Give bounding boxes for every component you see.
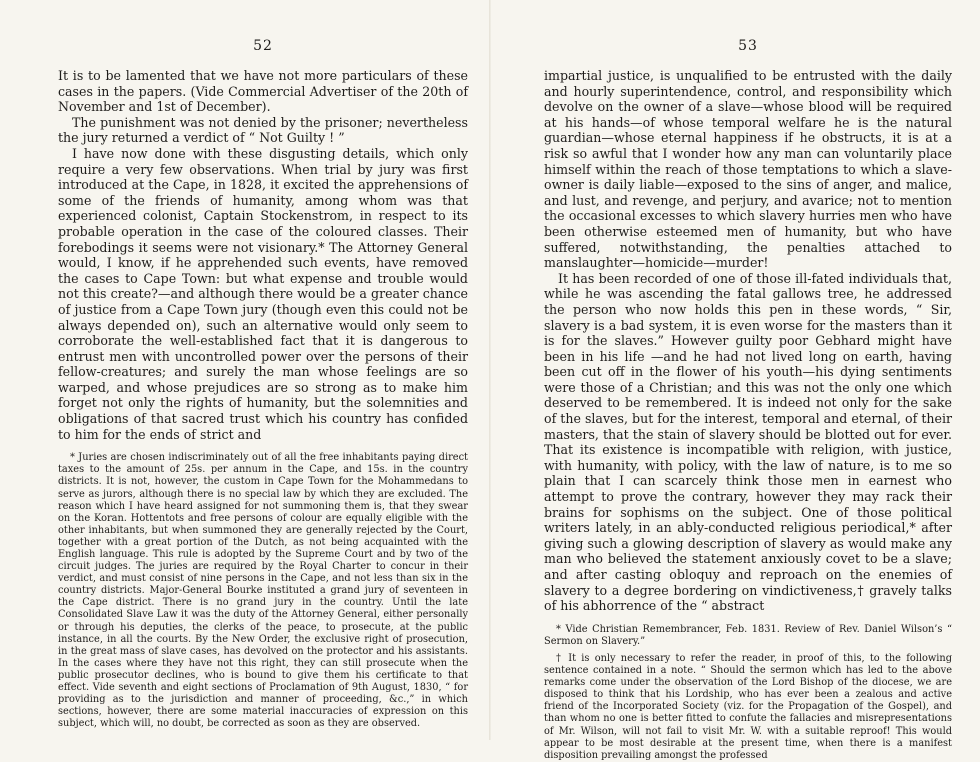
body-paragraph: It is to be lamented that we have not more particulars of these cases in the papers. (Vide Commercial Advertiser of the 20th of November and 1st of December). (58, 68, 468, 115)
right-page (490, 0, 980, 761)
body-paragraph: impartial justice, is unqualified to be entrusted with the daily and hourly superintendence, control, and responsibility which devolve on the owner of a slave—whose blood will be required at his hands—of whose temporal welfare he is the natural guardian—whose eternal happiness if he obstructs, it is at a risk so awful that I wonder how any man can voluntarily place himself within the reach of those temptations to which a slave-owner is daily liable—exposed to the sins of anger, and malice, and lust, and revenge, and perjury, and avarice; not to mention the occasional excesses to which slavery hurries men who have been otherwise esteemed men of humanity, but who have suffered, notwithstanding, the penalties attached to manslaughter—homicide—murder! (544, 68, 952, 271)
left-page (0, 0, 490, 740)
footnote: † It is only necessary to refer the reader, in proof of this, to the following sentence contained in a note. “ Should the sermon which has led to the above remarks come under the observation of the Lord Bishop of the diocese, we are disposed to think that his Lordship, who has ever been a zealous and active friend of the Incorporated Society (viz. for the Propagation of the Gospel), and than whom no one is better fitted to confute the fallacies and misrepresentations of Mr. Wilson, will not fail to visit Mr. W. with a suitable reproof! This would appear to be most desirable at the present time, when there is a manifest disposition prevailing amongst the professed (544, 652, 952, 761)
footnote: * Vide Christian Remembrancer, Feb. 1831. Review of Rev. Daniel Wilson’s “ Sermon on Slavery.” (544, 623, 952, 647)
footnotes (58, 452, 468, 730)
page-number: 52 (253, 38, 273, 54)
page-number: 53 (738, 38, 758, 54)
footnote: * Juries are chosen indiscriminately out of all the free inhabitants paying direct taxes to the amount of 25s. per annum in the Cape, and 15s. in the country districts. It is not, however, the custom in Cape Town for the Mohammedans to serve as jurors, although there is no special law by which they are excluded. The reason which I have heard assigned for not summoning them is, that they swear on the Koran. Hottentots and free persons of colour are equally eligible with the other inhabitants, but when summoned they are generally rejected by the Court, together with a great portion of the Dutch, as not being acquainted with the English language. This rule is adopted by the Supreme Court and by two of the circuit judges. The juries are required by the Royal Charter to concur in their verdict, and must consist of nine persons in the Cape, and not less than six in the country districts. Major-General Bourke instituted a grand jury of seventeen in the Cape district. There is no grand jury in the country. Until the late Consolidated Slave Law it was the duty of the Attorney General, either personally or through his deputies, the clerks of the peace, to prosecute, at the public instance, in all the courts. By the New Order, the exclusive right of prosecution, in the great mass of slave cases, has devolved on the protector and his assistants. In the cases where they have not this right, they can still prosecute when the public prosecutor declines, who is bound to give them his certificate to that effect. Vide seventh and eight sections of Proclamation of 9th August, 1830, “ for providing as to the jurisdiction and manner of proceeding, &c.,” in which sections, however, there are some material inaccuracies of expression on this subject, which will, no doubt, be corrected as soon as they are observed. (58, 452, 468, 730)
body-paragraph: I have now done with these disgusting details, which only require a very few observations. When trial by jury was first introduced at the Cape, in 1828, it excited the apprehensions of some of the friends of humanity, among whom was that experienced colonist, Captain Stockenstrom, in respect to its probable operation in the case of the coloured classes. Their forebodings it seems were not visionary.* The Attorney General would, I know, if he apprehended such events, have removed the cases to Cape Town: but what expense and trouble would not this create?—and although there would be a greater chance of justice from a Cape Town jury (though even this could not be always depended on), such an alternative would only seem to corroborate the well-established fact that it is dangerous to entrust men with uncontrolled power over the persons of their fellow-creatures; and surely the man whose feelings are so warped, and whose prejudices are so strong as to make him forget not only the rights of humanity, but the solemnities and obligations of that sacred trust which his country has confided to him for the ends of strict and (58, 145, 468, 442)
footnotes (544, 624, 952, 762)
body-paragraph: The punishment was not denied by the prisoner; nevertheless the jury returned a verdict of “ Not Guilty ! ” (58, 114, 468, 146)
body-paragraph: It has been recorded of one of those ill-fated individuals that, while he was ascending the fatal gallows tree, he addressed the person who now holds this pen in these words, “ Sir, slavery is a bad system, it is even worse for the masters than it is for the slaves.” However guilty poor Gebhard might have been in his life —and he had not lived long on earth, having been cut off in the flower of his youth—his dying sentiments were those of a Christian; and this was not the only one which deserved to be remembered. It is indeed not only for the sake of the slaves, but for the interest, temporal and eternal, of their masters, that the stain of slavery should be blotted out for ever. That its existence is incompatible with religion, with justice, with humanity, with policy, with the law of nature, is to me so plain that I can scarcely think those men in earnest who attempt to prove the contrary, however they may rack their brains for sophisms on the subject. One of those political writers lately, in an ably-conducted religious periodical,* after giving such a glowing description of slavery as would make any man who believed the statement anxiously covet to be a slave; and after casting obloquy and reproach on the enemies of slavery to a degree bordering on vindictiveness,† gravely talks of his abhorrence of the “ abstract (544, 270, 952, 614)
